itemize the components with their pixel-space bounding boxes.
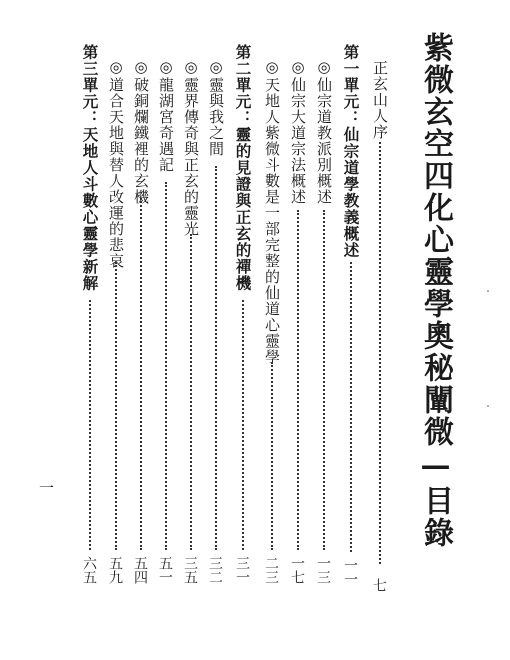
- dot-leader: [297, 210, 299, 550]
- toc-entry-page: 一七: [289, 556, 305, 584]
- dot-leader: [242, 300, 244, 550]
- dot-leader: [323, 210, 325, 550]
- toc-entry-label: ◎龍湖宮奇遇記: [157, 58, 175, 173]
- toc-entry-page: 七: [371, 578, 387, 592]
- dot-leader: [165, 182, 167, 550]
- toc-entry-label: ◎破銅爛鐵裡的玄機: [132, 58, 150, 205]
- toc-entry-page: 六五: [81, 556, 97, 584]
- scan-speck: [487, 405, 489, 407]
- scan-speck: [487, 290, 489, 292]
- dot-leader: [190, 234, 192, 550]
- toc-entry-label: ◎道合天地與替人改運的悲哀: [107, 58, 125, 269]
- dot-leader: [271, 362, 273, 550]
- toc-entry-page: 五四: [132, 556, 148, 584]
- toc-entry-label: ◎天地人紫微斗數是一部完整的仙道心靈學: [263, 58, 281, 365]
- toc-entry-label: 正玄山人序: [371, 60, 389, 140]
- toc-entry-page: 五九: [107, 556, 123, 584]
- toc-entry-page: 一一: [342, 558, 358, 586]
- dot-leader: [350, 262, 352, 552]
- dot-leader: [379, 142, 381, 564]
- toc-entry-label: ◎仙宗道教派別概述: [315, 58, 333, 205]
- toc-entry-page: 三五: [182, 556, 198, 584]
- page-title: 紫微玄空四化心靈學奧秘闡微—目錄: [418, 32, 453, 549]
- toc-entry-page: 五一: [157, 556, 173, 584]
- toc-entry-label: ◎靈界傳奇與正玄的靈光: [182, 58, 200, 237]
- toc-section-label: 第二單元：靈的見證與正玄的禪機: [233, 44, 253, 292]
- dot-leader: [115, 262, 117, 550]
- toc-section-label: 第三單元：天地人斗數心靈學新解: [80, 44, 100, 292]
- toc-entry-label: ◎靈與我之間: [207, 58, 225, 157]
- toc-entry-page: 三一: [234, 556, 250, 584]
- toc-entry-label: ◎仙宗大道宗法概述: [289, 58, 307, 205]
- dot-leader: [89, 300, 91, 550]
- toc-section-label: 第一單元：仙宗道學教義概述: [341, 44, 361, 259]
- dot-leader: [215, 166, 217, 550]
- dot-leader: [140, 198, 142, 550]
- page-number-marker: 一: [37, 480, 55, 495]
- toc-entry-page: 二三: [263, 556, 279, 584]
- toc-entry-page: 三二: [207, 556, 223, 584]
- toc-entry-page: 一三: [315, 556, 331, 584]
